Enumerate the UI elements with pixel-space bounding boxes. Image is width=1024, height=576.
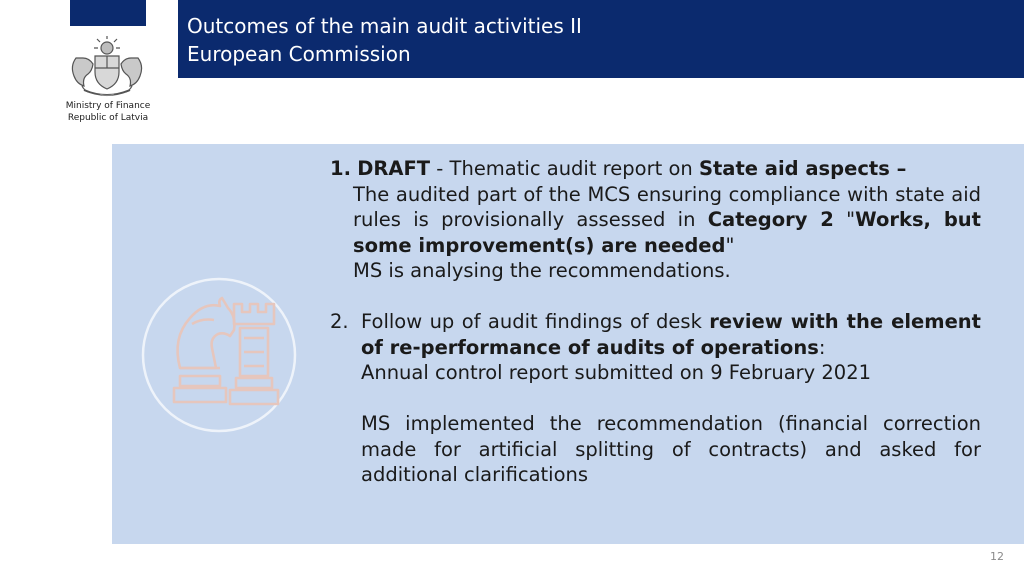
- item-1-heading: [330, 156, 990, 182]
- item-1-status: MS is analysing the recommendations.: [353, 259, 731, 282]
- item-1-category: Category 2: [707, 208, 834, 231]
- ministry-logo-text: [58, 100, 158, 124]
- chess-knight-rook-icon: [140, 276, 298, 434]
- item-2-number: 2.: [330, 310, 349, 333]
- ministry-line-2: Republic of Latvia: [67, 113, 149, 123]
- item-1-draft: DRAFT: [357, 157, 431, 180]
- item-2-body: [361, 309, 981, 386]
- page-subtitle: European Commission: [187, 42, 411, 66]
- item-1-assessment: Works, but some improvement(s) are needed: [353, 208, 982, 257]
- item-3-body: MS implemented the recommendation (financial correction made for artificial splitting of contracts) and asked for additional clarifications: [361, 412, 981, 486]
- item-1-intro: - Thematic audit report on: [430, 157, 699, 180]
- item-2-intro: Follow up of audit findings of desk: [361, 310, 710, 333]
- item-2-colon: :: [818, 335, 826, 359]
- title-bar: [178, 0, 1024, 78]
- header-tab-accent: [70, 0, 146, 26]
- item-1-quote-open: ": [833, 208, 856, 231]
- latvia-coat-of-arms-icon: [62, 36, 152, 100]
- item-1-body: [353, 182, 981, 284]
- item-1-quote-close: ": [725, 233, 735, 257]
- page-title: Outcomes of the main audit activities II: [187, 14, 582, 38]
- item-1-topic: State aid aspects –: [698, 157, 907, 180]
- page-number: 12: [990, 550, 1004, 563]
- item-1-body-text: The audited part of the MCS ensuring compliance with state aid rules is provisionally assessed in: [353, 182, 981, 231]
- item-2-topic: review with the element of re-performance of audits of operations: [361, 310, 981, 359]
- item-1-number: 1.: [330, 157, 351, 180]
- ministry-line-1: Ministry of Finance: [65, 101, 151, 111]
- item-2-report: Annual control report submitted on 9 February 2021: [361, 361, 872, 384]
